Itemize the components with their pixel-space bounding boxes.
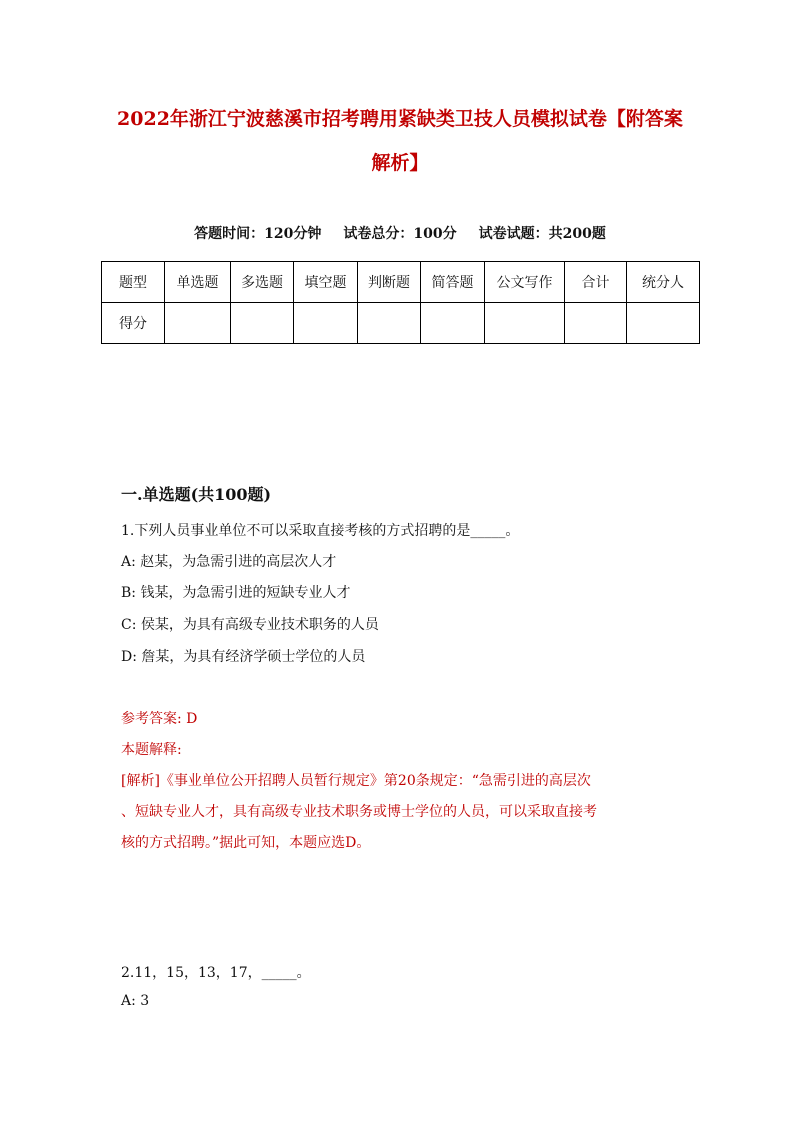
question-1-stem: 1.下列人员事业单位不可以采取直接考核的方式招聘的是_____。 xyxy=(121,523,520,539)
score-cell xyxy=(421,303,485,344)
score-cell xyxy=(627,303,700,344)
question-1-answer: 参考答案: D xyxy=(121,711,198,727)
exam-total-score: 试卷总分：100分 xyxy=(343,226,457,242)
question-1-explain-line: 核的方式招聘。”据此可知，本题应选D。 xyxy=(121,835,371,851)
score-cell xyxy=(231,303,294,344)
question-1-explain-line: 、短缺专业人才，具有高级专业技术职务或博士学位的人员，可以采取直接考 xyxy=(121,804,597,820)
section-title: 一.单选题(共100题) xyxy=(121,485,272,504)
question-1-option-a: A: 赵某，为急需引进的高层次人才 xyxy=(121,554,337,570)
question-1-explain-label: 本题解释: xyxy=(121,742,182,758)
score-header-cell: 公文写作 xyxy=(485,262,565,303)
score-cell xyxy=(565,303,627,344)
score-header-cell: 合计 xyxy=(565,262,627,303)
score-table xyxy=(101,261,700,344)
score-header-cell: 判断题 xyxy=(358,262,421,303)
exam-time: 答题时间：120分钟 xyxy=(194,226,322,242)
score-header-cell: 填空题 xyxy=(294,262,358,303)
score-header-cell: 统分人 xyxy=(627,262,700,303)
score-cell xyxy=(358,303,421,344)
score-table-score-row xyxy=(102,303,700,344)
exam-info xyxy=(100,223,700,243)
score-row-label: 得分 xyxy=(102,303,165,344)
score-cell xyxy=(485,303,565,344)
question-2-option-a: A: 3 xyxy=(121,993,150,1009)
question-1-explain-line: [解析]《事业单位公开招聘人员暂行规定》第20条规定：“急需引进的高层次 xyxy=(121,773,591,789)
score-header-cell: 简答题 xyxy=(421,262,485,303)
question-1-option-c: C: 侯某，为具有高级专业技术职务的人员 xyxy=(121,617,379,633)
score-header-cell: 单选题 xyxy=(165,262,231,303)
score-cell xyxy=(294,303,358,344)
score-cell xyxy=(165,303,231,344)
exam-question-count: 试卷试题：共200题 xyxy=(478,226,606,242)
question-2-stem: 2.11，15，13，17，_____。 xyxy=(121,965,311,981)
score-header-cell: 题型 xyxy=(102,262,165,303)
score-table-header-row xyxy=(102,262,700,303)
question-1-option-b: B: 钱某，为急需引进的短缺专业人才 xyxy=(121,585,351,601)
exam-title-line-1: 2022年浙江宁波慈溪市招考聘用紧缺类卫技人员模拟试卷【附答案 xyxy=(117,108,683,130)
exam-title-line-2: 解析】 xyxy=(371,152,429,174)
question-1-option-d: D: 詹某，为具有经济学硕士学位的人员 xyxy=(121,649,366,665)
score-header-cell: 多选题 xyxy=(231,262,294,303)
